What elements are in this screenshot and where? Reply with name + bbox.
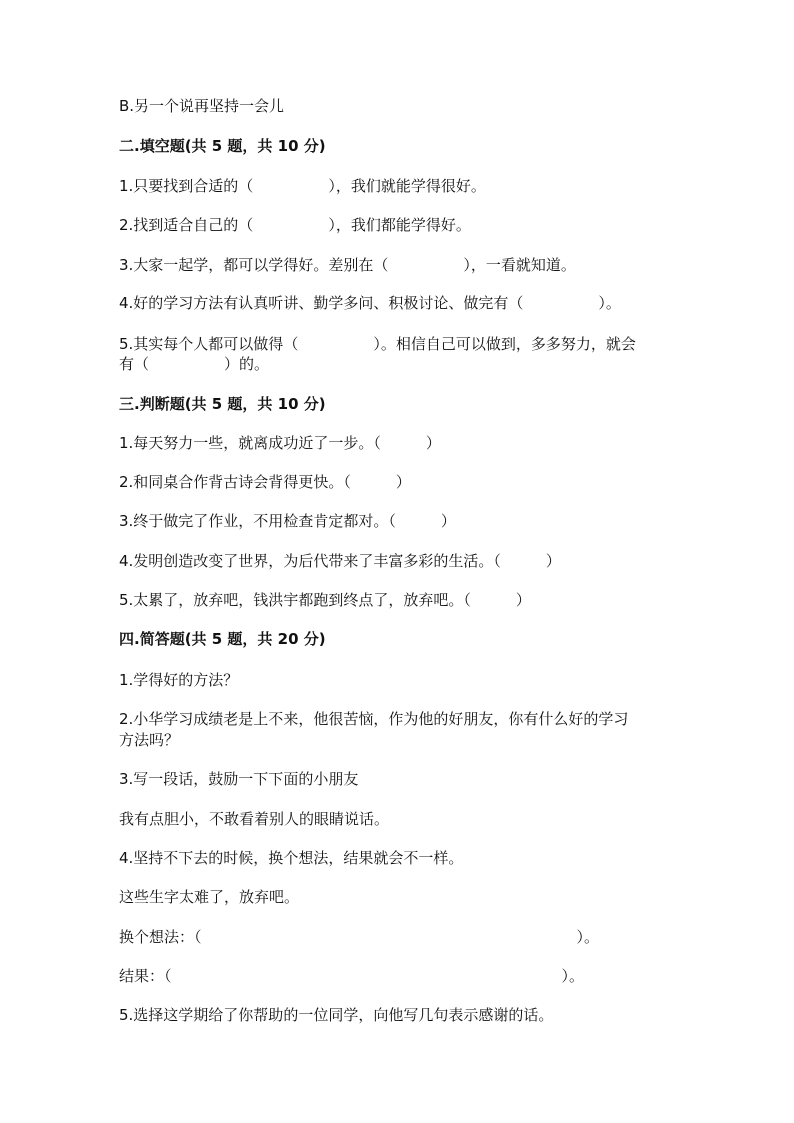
fill-blank-q3: 3.大家一起学，都可以学得好。差别在（ ），一看就知道。 [119, 256, 576, 274]
short-answer-q1: 1.学得好的方法？ [119, 671, 239, 689]
true-false-q1: 1.每天努力一些，就离成功近了一步。（ ） [119, 434, 441, 452]
fill-blank-q2: 2.找到适合自己的（ ），我们都能学得好。 [119, 216, 471, 234]
fill-blank-q1: 1.只要找到合适的（ ），我们就能学得很好。 [119, 177, 486, 195]
short-answer-q5: 5.选择这学期给了你帮助的一位同学，向他写几句表示感谢的话。 [119, 1006, 554, 1024]
section-true-false-heading: 三.判断题(共 5 题，共 10 分) [119, 395, 326, 413]
short-answer-q2-line1: 2.小华学习成绩老是上不来，他很苦恼，作为他的好朋友，你有什么好的学习 [119, 710, 629, 728]
section-fill-blank-heading: 二.填空题(共 5 题，共 10 分) [119, 137, 326, 155]
short-answer-q4-example: 这些生字太难了，放弃吧。 [119, 888, 300, 906]
short-answer-q4-result: 结果：（ ）。 [119, 967, 585, 985]
short-answer-q3-quote: 我有点胆小，不敢看着别人的眼睛说话。 [119, 810, 390, 828]
true-false-q3: 3.终于做完了作业，不用检查肯定都对。（ ） [119, 512, 456, 530]
short-answer-q4-alt-thought: 换个想法：（ ）。 [119, 928, 600, 946]
section-short-answer-heading: 四.简答题(共 5 题，共 20 分) [119, 630, 326, 648]
short-answer-q2-line2: 方法吗？ [119, 731, 180, 749]
true-false-q4: 4.发明创造改变了世界，为后代带来了丰富多彩的生活。（ ） [119, 552, 561, 570]
fill-blank-q5-line2: 有（ ）的。 [119, 355, 270, 373]
fill-blank-q5-line1: 5.其实每个人都可以做得（ ）。相信自己可以做到，多多努力，就会 [119, 335, 636, 353]
true-false-q2: 2.和同桌合作背古诗会背得更快。（ ） [119, 473, 411, 491]
short-answer-q3: 3.写一段话，鼓励一下下面的小朋友 [119, 770, 359, 788]
true-false-q5: 5.太累了，放弃吧，钱洪宇都跑到终点了，放弃吧。（ ） [119, 591, 531, 609]
option-b: B.另一个说再坚持一会儿 [119, 97, 285, 115]
fill-blank-q4: 4.好的学习方法有认真听讲、勤学多问、积极讨论、做完有（ ）。 [119, 294, 621, 312]
short-answer-q4: 4.坚持不下去的时候，换个想法，结果就会不一样。 [119, 849, 464, 867]
